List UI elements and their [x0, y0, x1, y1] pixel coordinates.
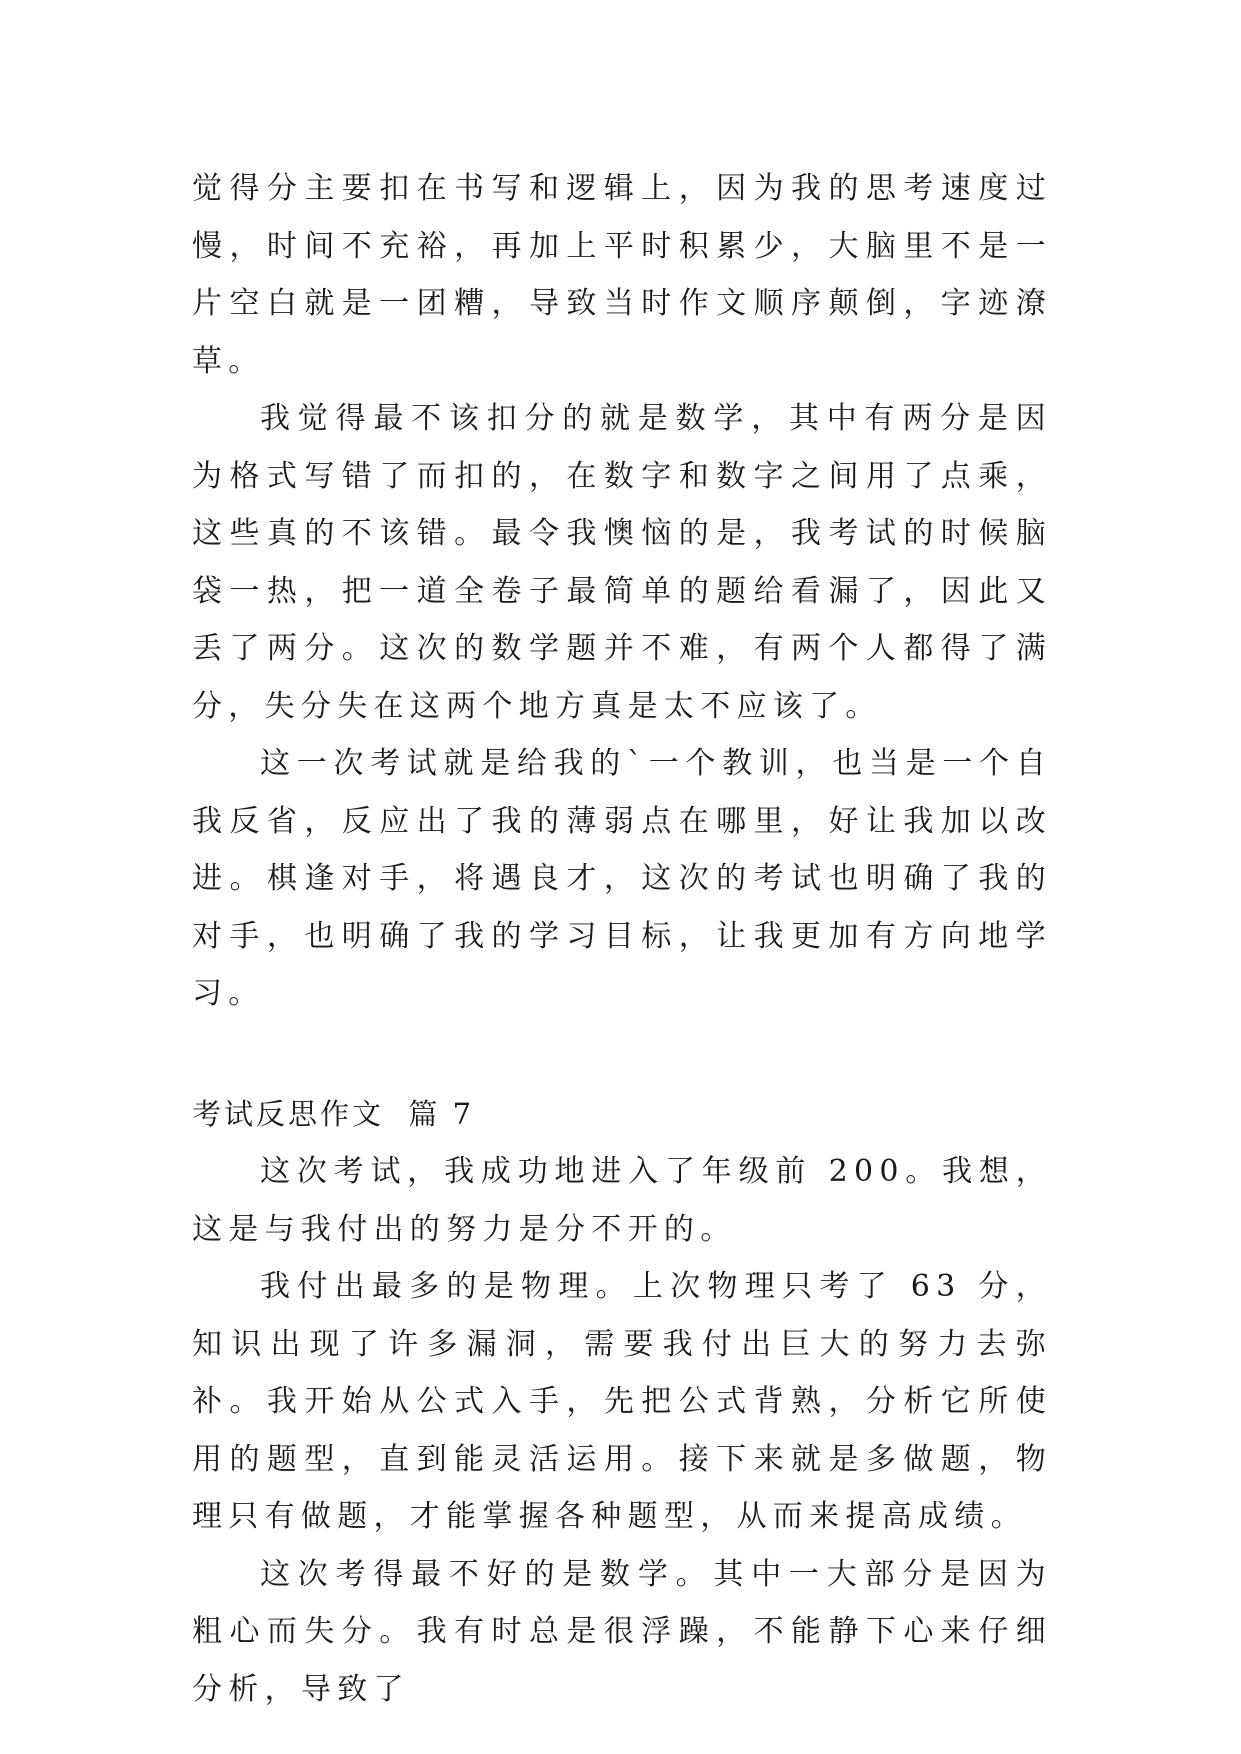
paragraph-lesson: 这一次考试就是给我的`一个教训，也当是一个自我反省，反应出了我的薄弱点在哪里，好让我加以改进。棋逢对手，将遇良才，这次的考试也明确了我的对手，也明确了我的学习目标，让我更加有方向地学习。	[192, 746, 1052, 1011]
paragraph-math: 这次考得最不好的是数学。其中一大部分是因为粗心而失分。我有时总是很浮躁，不能静下心来仔细分析，导致了	[192, 1556, 1052, 1707]
paragraph-math-deduction: 我觉得最不该扣分的就是数学，其中有两分是因为格式写错了而扣的，在数字和数字之间用了点乘，这些真的不该错。最令我懊恼的是，我考试的时候脑袋一热，把一道全卷子最简单的题给看漏了，因此又丢了两分。这次的数学题并不难，有两个人都得了满分，失分失在这两个地方真是太不应该了。	[192, 401, 1052, 724]
paragraph-ranking: 这次考试，我成功地进入了年级前 200。我想，这是与我付出的努力是分不开的。	[192, 1154, 1052, 1247]
paragraph-continued: 觉得分主要扣在书写和逻辑上，因为我的思考速度过慢，时间不充裕，再加上平时积累少，大脑里不是一片空白就是一团糟，导致当时作文顺序颠倒，字迹潦草。	[192, 171, 1052, 379]
section-title: 考试反思作文 篇 7	[192, 1096, 475, 1131]
paragraph-physics: 我付出最多的是物理。上次物理只考了 63 分，知识出现了许多漏洞，需要我付出巨大的努力去弥补。我开始从公式入手，先把公式背熟，分析它所使用的题型，直到能灵活运用。接下来就是多做题，物理只有做题，才能掌握各种题型，从而来提高成绩。	[192, 1269, 1052, 1534]
section-spacer	[192, 1023, 1052, 1086]
document-body	[192, 160, 1052, 1718]
